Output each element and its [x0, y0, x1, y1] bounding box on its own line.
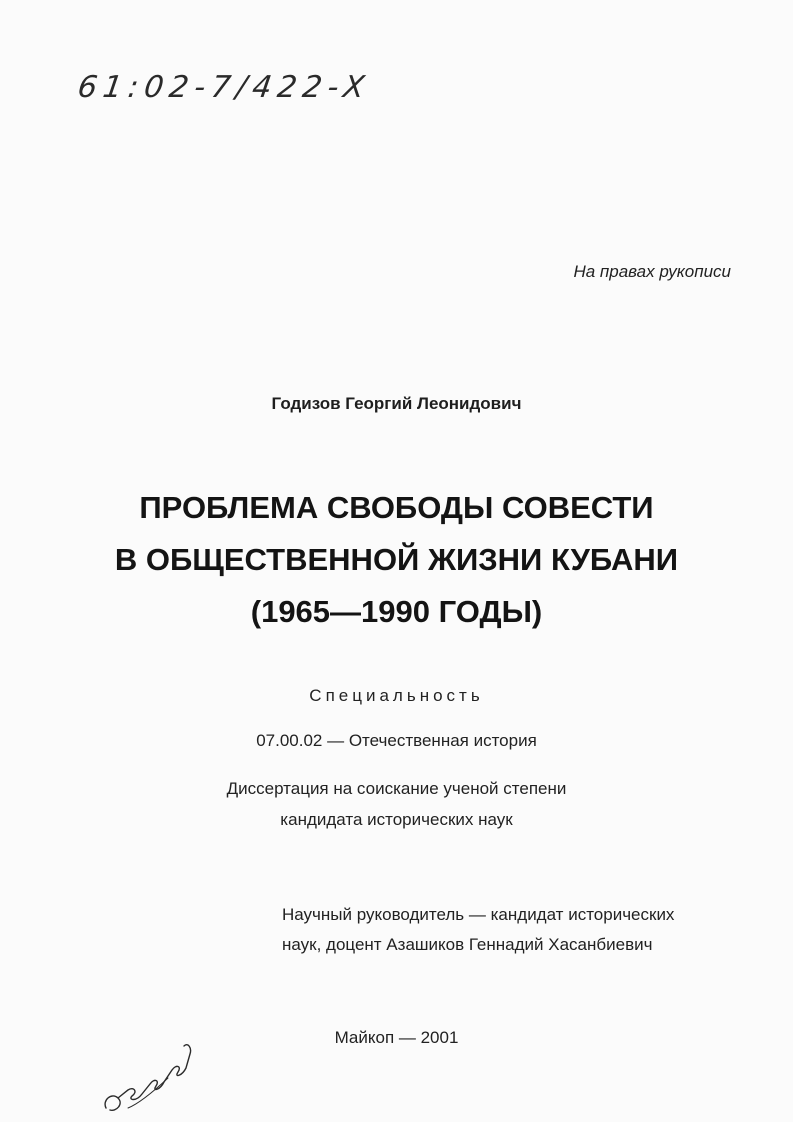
specialty-code: 07.00.02 — Отечественная история	[256, 731, 537, 750]
title-line-1: ПРОБЛЕМА СВОБОДЫ СОВЕСТИ	[139, 490, 654, 525]
supervisor-line-1: Научный руководитель — кандидат исторических	[282, 905, 675, 924]
supervisor-block	[282, 900, 674, 960]
place-and-year: Майкоп — 2001	[334, 1028, 459, 1047]
specialty-heading: Специальность	[309, 686, 484, 705]
degree-line-1: Диссертация на соискание ученой степени	[226, 779, 567, 798]
supervisor-line-2: наук, доцент Азашиков Геннадий Хасанбиевич	[282, 935, 653, 954]
manuscript-rights-note: На правах рукописи	[573, 262, 731, 281]
degree-line-2: кандидата исторических наук	[280, 810, 513, 829]
title-line-2: В ОБЩЕСТВЕННОЙ ЖИЗНИ КУБАНИ	[114, 542, 679, 577]
author-name: Годизов Георгий Леонидович	[271, 394, 522, 413]
title-line-3: (1965—1990 ГОДЫ)	[250, 594, 543, 629]
archive-code-handwritten: 61:02-7/422-X	[75, 70, 373, 105]
degree-statement	[0, 773, 793, 835]
dissertation-title	[0, 482, 793, 638]
handwritten-signature	[98, 1020, 198, 1120]
